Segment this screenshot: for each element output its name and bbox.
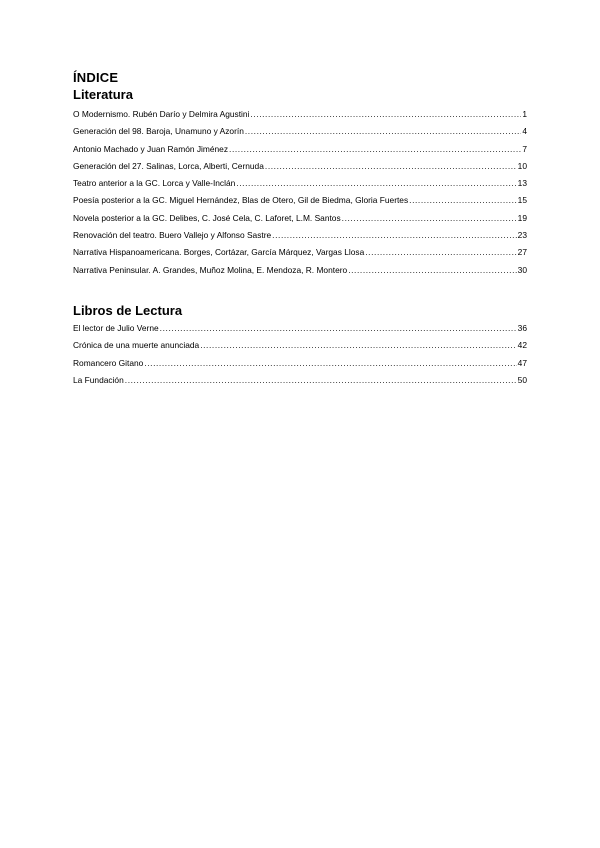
toc-entry (73, 178, 527, 195)
index-title: ÍNDICE (73, 70, 119, 85)
document-page (73, 70, 527, 392)
dot-leader (409, 195, 517, 205)
toc-entry (73, 265, 527, 282)
dot-leader (125, 375, 517, 385)
toc-entry-title: Poesía posterior a la GC. Miguel Hernández, Blas de Otero, Gil de Biedma, Gloria Fuertes (73, 195, 409, 206)
toc-entry (73, 340, 527, 357)
toc-entry (73, 323, 527, 340)
toc-entry (73, 247, 527, 264)
toc-entry-page: 50 (517, 374, 527, 385)
toc-entry-title: El lector de Julio Verne (73, 322, 159, 333)
toc-entry-title: Novela posterior a la GC. Delibes, C. José Cela, C. Laforet, L.M. Santos (73, 212, 341, 223)
toc-entry (73, 144, 527, 161)
toc-entry-page: 4 (522, 126, 527, 137)
dot-leader (144, 358, 516, 368)
toc-entry (73, 230, 527, 247)
toc-entry-title: Antonio Machado y Juan Ramón Jiménez (73, 143, 229, 154)
toc-entry-page: 7 (522, 143, 527, 154)
toc-entry-page: 42 (517, 340, 527, 351)
toc-entry-page: 10 (517, 160, 527, 171)
dot-leader (200, 340, 516, 350)
toc-entry (73, 109, 527, 126)
dot-leader (348, 265, 516, 275)
toc-entry-page: 15 (517, 195, 527, 206)
toc-entry-title: O Modernismo. Rubén Darío y Delmira Agustini (73, 109, 250, 119)
dot-leader (250, 109, 521, 119)
toc-list-libros (73, 323, 527, 392)
toc-entry-title: Generación del 27. Salinas, Lorca, Alberti, Cernuda (73, 160, 264, 171)
toc-entry-title: Renovación del teatro. Buero Vallejo y Alfonso Sastre (73, 230, 272, 241)
section-heading-literatura: Literatura (73, 87, 133, 102)
dot-leader (265, 161, 517, 171)
toc-entry (73, 358, 527, 375)
toc-entry-page: 13 (517, 178, 527, 189)
toc-entry-title: Narrativa Hispanoamericana. Borges, Cortázar, García Márquez, Vargas Llosa (73, 247, 365, 258)
toc-entry-title: Narrativa Peninsular. A. Grandes, Muñoz Molina, E. Mendoza, R. Montero (73, 264, 348, 275)
toc-entry-title: Crónica de una muerte anunciada (73, 340, 200, 351)
dot-leader (342, 213, 517, 223)
toc-entry (73, 195, 527, 212)
dot-leader (245, 126, 521, 136)
toc-entry-page: 36 (517, 322, 527, 333)
toc-entry-title: Teatro anterior a la GC. Lorca y Valle-Inclán (73, 178, 236, 189)
toc-list-literatura (73, 109, 527, 282)
dot-leader (229, 144, 521, 154)
toc-entry (73, 161, 527, 178)
dot-leader (160, 323, 517, 333)
dot-leader (365, 247, 516, 257)
toc-entry-page: 27 (517, 247, 527, 258)
toc-entry-title: Romancero Gitano (73, 357, 144, 368)
dot-leader (272, 230, 517, 240)
dot-leader (236, 178, 516, 188)
toc-entry-page: 47 (517, 357, 527, 368)
toc-entry (73, 126, 527, 143)
toc-entry-page: 30 (517, 264, 527, 275)
toc-entry-page: 23 (517, 230, 527, 241)
toc-entry-page: 19 (517, 212, 527, 223)
toc-entry-title: Generación del 98. Baroja, Unamuno y Azorín (73, 126, 244, 137)
toc-entry-title: La Fundación (73, 374, 124, 385)
toc-entry-page: 1 (522, 109, 527, 119)
toc-entry (73, 213, 527, 230)
section-heading-libros: Libros de Lectura (73, 302, 183, 318)
toc-entry (73, 375, 527, 392)
